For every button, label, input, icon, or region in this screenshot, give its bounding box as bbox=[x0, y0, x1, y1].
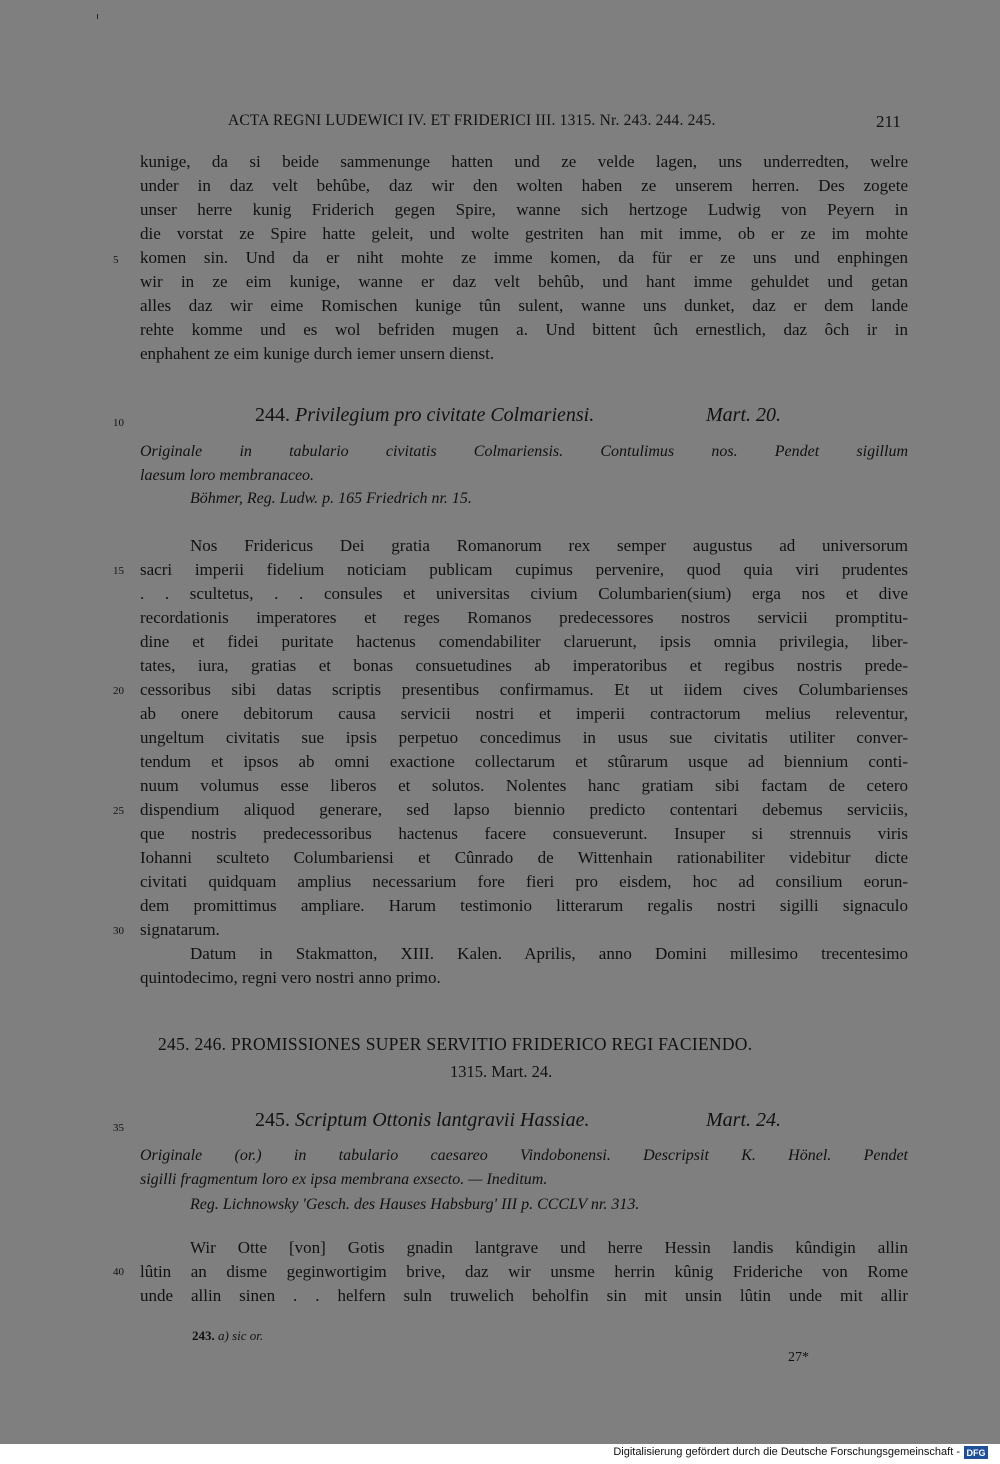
doc-number: 245. bbox=[255, 1109, 290, 1131]
text-line: dispendium aliquod generare, sed lapso biennio predicto contentari debemus serviciis, bbox=[140, 800, 908, 819]
source-line: Originale in tabulario civitatis Colmariensis. Contulimus nos. Pendet sigillum bbox=[140, 443, 908, 460]
section-date: 1315. Mart. 24. bbox=[450, 1062, 553, 1081]
text-line: alles daz wir eime Romischen kunige tûn sulent, wanne uns dunket, daz er dem lande bbox=[140, 296, 908, 315]
doc-244-reference: Böhmer, Reg. Ludw. p. 165 Friedrich nr. 15. bbox=[190, 490, 472, 507]
line-number: 5 bbox=[113, 254, 119, 266]
text-line: tates, iura, gratias et bonas consuetudines ab imperatoribus et regibus nostris prede- bbox=[140, 656, 908, 675]
text-line: unde allin sinen . . helfern suln truwelich beholfin sin mit unsin lûtin unde mit allir bbox=[140, 1286, 908, 1305]
text-line: que nostris predecessoribus hactenus facere consueverunt. Insuper si strennuis viris bbox=[140, 824, 908, 843]
line-number: 10 bbox=[113, 417, 124, 429]
text-line: Wir Otte [von] Gotis gnadin lantgrave und herre Hessin landis kûndigin allin bbox=[190, 1238, 908, 1257]
text-line: die vorstat ze Spire hatte geleit, und wolte gestriten han mit imme, ob er ze im mohte bbox=[140, 224, 908, 243]
signature-mark: 27* bbox=[788, 1350, 809, 1365]
doc-date: Mart. 24. bbox=[706, 1109, 781, 1131]
text-line: sacri imperii fidelium noticiam publicam cupimus pervenire, quod quia viri prudentes bbox=[140, 560, 908, 579]
doc-244-source bbox=[140, 440, 908, 488]
source-line: Originale (or.) in tabulario caesareo Vindobonensi. Descripsit K. Hönel. Pendet bbox=[140, 1147, 908, 1164]
doc-title: Privilegium pro civitate Colmariensi. bbox=[295, 404, 595, 426]
footer-credit: Digitalisierung gefördert durch die Deutsche Forschungsgemeinschaft - bbox=[613, 1446, 960, 1458]
text-line: nuum volumus esse liberos et solutos. Nolentes hanc gratiam sibi factam de cetero bbox=[140, 776, 908, 795]
line-number: 25 bbox=[113, 805, 124, 817]
doc-245-date bbox=[706, 1109, 781, 1132]
line-number: 35 bbox=[113, 1122, 124, 1134]
text-line: rehte komme und es wol befriden mugen a. Und bittent ûch ernestlich, daz ôch ir in bbox=[140, 320, 908, 339]
text-line: cessoribus sibi datas scriptis presentibus confirmamus. Et ut iidem cives Columbarienses bbox=[140, 680, 908, 699]
line-number: 30 bbox=[113, 925, 124, 937]
section-heading: 245. 246. PROMISSIONES SUPER SERVITIO FRIDERICO REGI FACIENDO. bbox=[158, 1034, 753, 1054]
text-line: komen sin. Und da er niht mohte ze imme komen, da für er ze uns und enphingen bbox=[140, 248, 908, 267]
footnote bbox=[192, 1328, 263, 1344]
text-line: under in daz velt behûbe, daz wir den wolten haben ze unserem herren. Des zogete bbox=[140, 176, 908, 195]
doc-245-heading bbox=[255, 1109, 589, 1132]
doc-245-text bbox=[140, 1236, 908, 1308]
doc-244-text bbox=[140, 534, 908, 990]
source-line: sigilli fragmentum loro ex ipsa membrana exsecto. — Ineditum. bbox=[140, 1171, 548, 1188]
doc-244-date bbox=[706, 404, 781, 427]
datum-line: quintodecimo, regni vero nostri anno primo. bbox=[140, 968, 441, 987]
line-number: 15 bbox=[113, 565, 124, 577]
text-line: unser herre kunig Friderich gegen Spire, wanne sich hertzoge Ludwig von Peyern in bbox=[140, 200, 908, 219]
text-line: Nos Fridericus Dei gratia Romanorum rex semper augustus ad universorum bbox=[190, 536, 908, 555]
text-line: tendum et ipsos ab omni exactione collectarum et stûrarum usque ad biennium conti- bbox=[140, 752, 908, 771]
text-line: wir in ze eim kunige, wanne er daz velt behûb, und hant imme gehuldet und getan bbox=[140, 272, 908, 291]
page-number: 211 bbox=[876, 112, 901, 131]
text-line: kunige, da si beide sammenunge hatten und ze velde lagen, uns underredten, welre bbox=[140, 152, 908, 171]
text-line: dem promittimus ampliare. Harum testimonio litterarum regalis nostri sigilli signaculo bbox=[140, 896, 908, 915]
dfg-logo: DFG bbox=[964, 1446, 988, 1459]
doc-245-reference: Reg. Lichnowsky 'Gesch. des Hauses Habsburg' III p. CCCLV nr. 313. bbox=[190, 1196, 640, 1213]
scan-mark bbox=[97, 14, 98, 19]
doc-date: Mart. 20. bbox=[706, 404, 781, 426]
text-line: lûtin an disme geginwortigim brive, daz wir unsme herrin kûnig Frideriche von Rome bbox=[140, 1262, 908, 1281]
doc-number: 244. bbox=[255, 404, 290, 426]
doc-245-source bbox=[140, 1144, 908, 1192]
text-line: enphahent ze eim kunige durch iemer unsern dienst. bbox=[140, 344, 495, 363]
doc-244-heading bbox=[255, 404, 594, 427]
datum-line: Datum in Stakmatton, XIII. Kalen. Aprilis, anno Domini millesimo trecentesimo bbox=[190, 944, 908, 963]
text-line: civitati quidquam amplius necessarium fore fieri pro eisdem, hoc ad consilium eorun- bbox=[140, 872, 908, 891]
text-line: ab onere debitorum causa servicii nostri et imperii contractorum melius releventur, bbox=[140, 704, 908, 723]
text-line: Iohanni sculteto Columbariensi et Cûnrado de Wittenhain rationabiliter videbitur dicte bbox=[140, 848, 908, 867]
line-number: 20 bbox=[113, 685, 124, 697]
footnote-number: 243. bbox=[192, 1328, 215, 1343]
footnote-text: a) sic or. bbox=[218, 1328, 264, 1343]
text-line: ungeltum civitatis sue ipsis perpetuo concedimus in usus sue civitatis utiliter conver- bbox=[140, 728, 908, 747]
text-line: . . scultetus, . . consules et universitas civium Columbarien(sium) erga nos et dive bbox=[140, 584, 908, 603]
paragraph-243 bbox=[140, 150, 908, 366]
text-line: recordationis imperatores et reges Romanos predecessores nostros servicii promptitu- bbox=[140, 608, 908, 627]
running-title: ACTA REGNI LUDEWICI IV. ET FRIDERICI III. 1315. Nr. 243. 244. 245. bbox=[228, 112, 716, 129]
doc-title: Scriptum Ottonis lantgravii Hassiae. bbox=[295, 1109, 590, 1131]
text-line: dine et fidei puritate hactenus comendabiliter claruerunt, ipsis omnia privilegia, liber- bbox=[140, 632, 908, 651]
line-number: 40 bbox=[113, 1266, 124, 1278]
text-line: signatarum. bbox=[140, 920, 220, 939]
source-line: laesum loro membranaceo. bbox=[140, 467, 315, 484]
